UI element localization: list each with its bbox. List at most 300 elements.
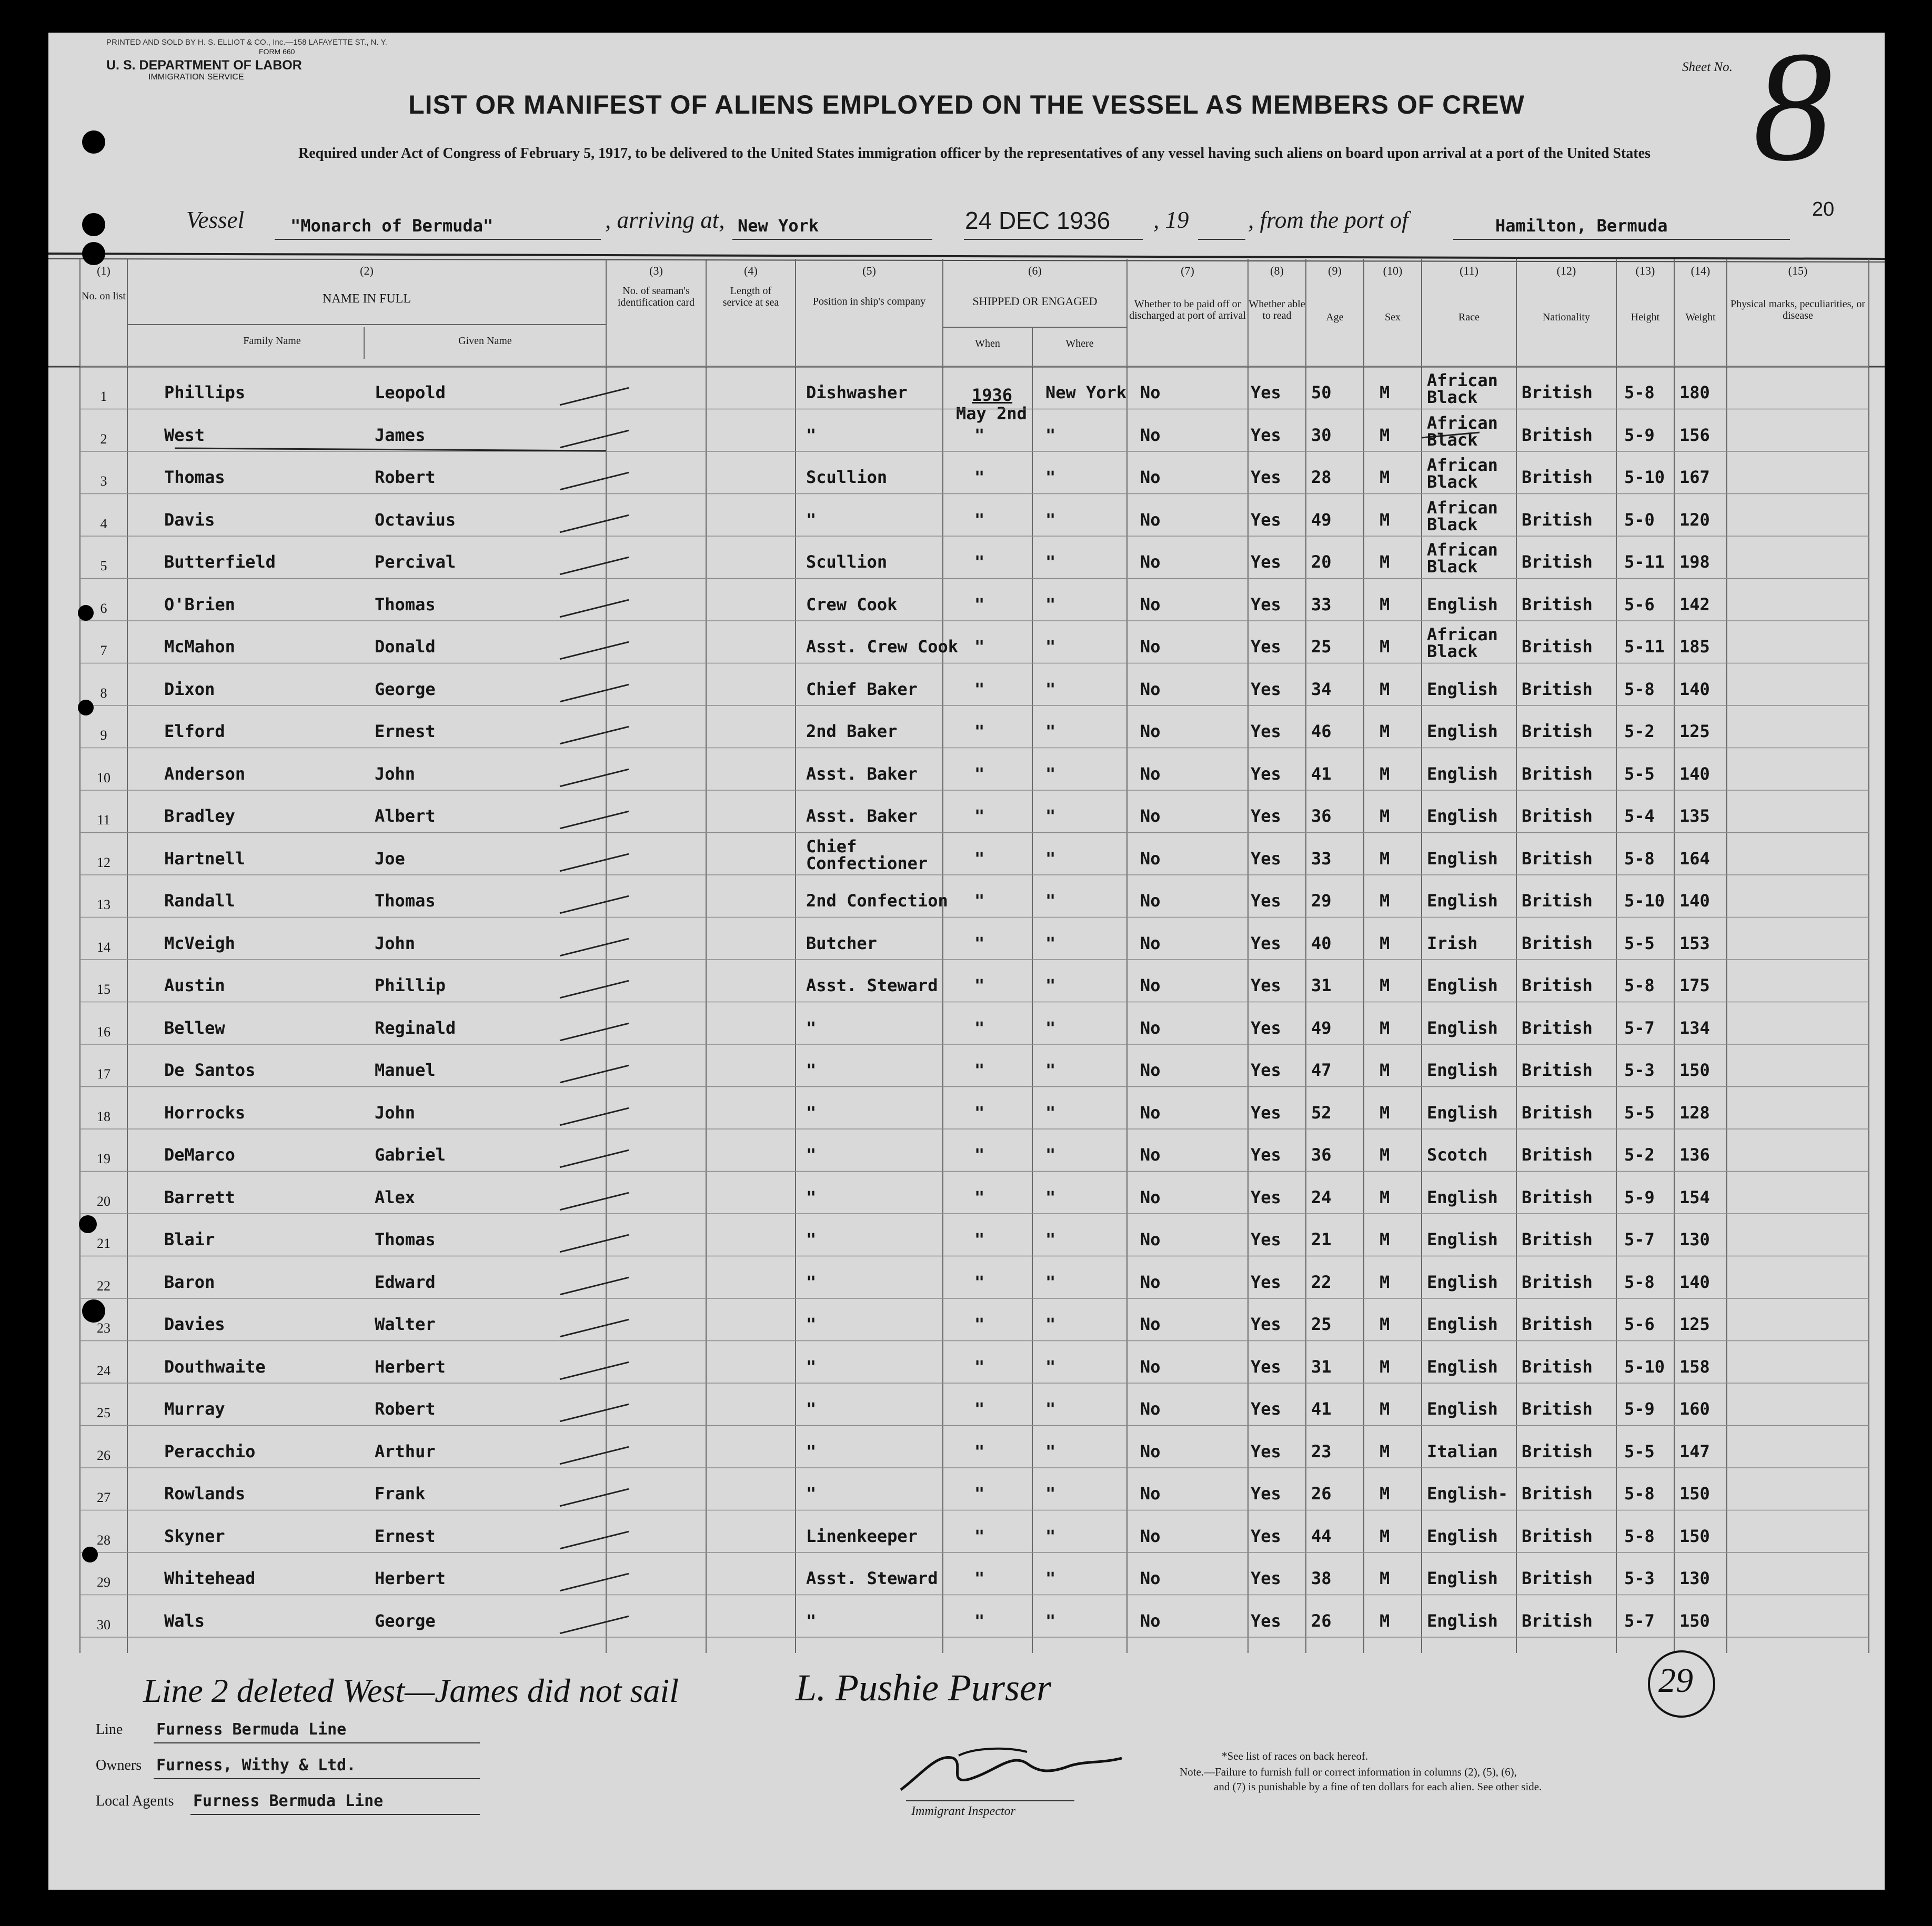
- row-18-read: Yes: [1251, 1102, 1281, 1123]
- id-card-check-mark: [560, 980, 629, 999]
- row-19-when: ": [974, 1145, 985, 1165]
- row-29-when: ": [974, 1568, 985, 1588]
- row-21-where: ": [1045, 1229, 1056, 1249]
- row-21-nat: British: [1522, 1229, 1593, 1249]
- id-card-check-mark: [560, 387, 629, 406]
- row-26-age: 23: [1311, 1441, 1332, 1461]
- row-17-nat: British: [1522, 1060, 1593, 1080]
- col1-label: No. on list: [82, 290, 126, 302]
- circled-count: 29: [1658, 1661, 1693, 1700]
- row-12-family: Hartnell: [164, 848, 246, 869]
- row-11-height: 5-4: [1624, 806, 1655, 826]
- row-4-where: ": [1045, 509, 1056, 530]
- row-18-race: English: [1427, 1102, 1498, 1123]
- row-19-given: Gabriel: [375, 1145, 446, 1165]
- row-24-where: ": [1045, 1356, 1056, 1377]
- row-29-weight: 130: [1679, 1568, 1710, 1588]
- row-28-paid: No: [1140, 1526, 1161, 1546]
- row-7-race: African Black: [1427, 624, 1498, 661]
- row-27-age: 26: [1311, 1484, 1332, 1504]
- col7-label: Whether to be paid off or discharged at port of arrival: [1129, 298, 1246, 321]
- id-card-check-mark: [560, 726, 629, 745]
- id-card-check-mark: [560, 1192, 629, 1211]
- row-7-no: 7: [100, 643, 107, 658]
- row-7-family: McMahon: [164, 637, 235, 657]
- row-18-nat: British: [1522, 1102, 1593, 1123]
- col6-where: Where: [1065, 338, 1094, 349]
- row-23-race: English: [1427, 1314, 1498, 1334]
- row-9-weight: 125: [1679, 721, 1710, 741]
- row-12-weight: 164: [1679, 848, 1710, 869]
- row-15-race: English: [1427, 975, 1498, 995]
- row-15-when: ": [974, 975, 985, 995]
- row-23-weight: 125: [1679, 1314, 1710, 1334]
- row-17-position: ": [806, 1060, 817, 1080]
- row-28-when: ": [974, 1526, 985, 1546]
- row-22-weight: 140: [1679, 1272, 1710, 1292]
- id-card-check-mark: [560, 1530, 629, 1549]
- row-19-weight: 136: [1679, 1145, 1710, 1165]
- row-7-position: Asst. Crew Cook: [806, 637, 958, 657]
- agents-underline: [190, 1814, 480, 1815]
- row-26-sex: M: [1380, 1441, 1390, 1461]
- row-27-position: ": [806, 1484, 817, 1504]
- row-23-position: ": [806, 1314, 817, 1334]
- row-24-when: ": [974, 1356, 985, 1377]
- page-title: LIST OR MANIFEST OF ALIENS EMPLOYED ON THE VESSEL AS MEMBERS OF CREW: [408, 90, 1525, 119]
- row-3-paid: No: [1140, 467, 1161, 487]
- row-6-race: English: [1427, 594, 1498, 614]
- shipped-year: 1936: [972, 385, 1013, 405]
- row-20-when: ": [974, 1187, 985, 1207]
- col10-num: (10): [1383, 264, 1403, 277]
- row-1-read: Yes: [1251, 382, 1281, 402]
- row-1-given: Leopold: [375, 382, 446, 402]
- row-21-no: 21: [97, 1236, 110, 1251]
- row-24-family: Douthwaite: [164, 1356, 266, 1377]
- row-20-no: 20: [97, 1193, 110, 1209]
- row-5-sex: M: [1380, 552, 1390, 572]
- row-16-position: ": [806, 1017, 817, 1038]
- vessel-label: Vessel: [186, 207, 244, 233]
- row-1-position: Dishwasher: [806, 382, 908, 402]
- row-24-paid: No: [1140, 1356, 1161, 1377]
- row-4-nat: British: [1522, 509, 1593, 530]
- row-21-sex: M: [1380, 1229, 1390, 1249]
- row-18-no: 18: [97, 1108, 110, 1124]
- from-port: Hamilton, Bermuda: [1495, 216, 1668, 236]
- id-card-check-mark: [560, 1446, 629, 1465]
- row-29-given: Herbert: [375, 1568, 446, 1588]
- id-card-check-mark: [560, 1615, 629, 1634]
- row-9-no: 9: [100, 728, 107, 743]
- row-21-when: ": [974, 1229, 985, 1249]
- row-23-read: Yes: [1251, 1314, 1281, 1334]
- penalty-note-line1: Note.—Failure to furnish full or correct information in columns (2), (5), (6),: [1180, 1766, 1517, 1778]
- row-14-given: John: [375, 933, 416, 953]
- row-24-nat: British: [1522, 1356, 1593, 1377]
- row-24-height: 5-10: [1624, 1356, 1665, 1377]
- row-12-given: Joe: [375, 848, 405, 869]
- row-22-race: English: [1427, 1272, 1498, 1292]
- id-card-check-mark: [560, 811, 629, 830]
- row-5-race: African Black: [1427, 540, 1498, 577]
- row-15-age: 31: [1311, 975, 1332, 995]
- row-21-paid: No: [1140, 1229, 1161, 1249]
- row-9-when: ": [974, 721, 985, 741]
- row-6-age: 33: [1311, 594, 1332, 614]
- row-28-height: 5-8: [1624, 1526, 1655, 1546]
- row-9-race: English: [1427, 721, 1498, 741]
- row-17-given: Manuel: [375, 1060, 436, 1080]
- row-5-age: 20: [1311, 552, 1332, 572]
- row-7-paid: No: [1140, 637, 1161, 657]
- row-13-where: ": [1045, 891, 1056, 911]
- row-19-position: ": [806, 1145, 817, 1165]
- row-27-no: 27: [97, 1490, 110, 1505]
- row-8-nat: British: [1522, 679, 1593, 699]
- row-11-weight: 135: [1679, 806, 1710, 826]
- id-card-check-mark: [560, 895, 629, 914]
- row-4-no: 4: [100, 516, 107, 531]
- row-26-weight: 147: [1679, 1441, 1710, 1461]
- row-14-weight: 153: [1679, 933, 1710, 953]
- row-22-where: ": [1045, 1272, 1056, 1292]
- row-29-where: ": [1045, 1568, 1056, 1588]
- row-3-sex: M: [1380, 467, 1390, 487]
- shipped-date: May 2nd: [956, 404, 1027, 423]
- row-22-family: Baron: [164, 1272, 215, 1292]
- row-4-when: ": [974, 509, 985, 530]
- row-27-given: Frank: [375, 1484, 426, 1504]
- id-card-check-mark: [560, 1361, 629, 1380]
- row-14-family: McVeigh: [164, 933, 235, 953]
- row-4-weight: 120: [1679, 509, 1710, 530]
- row-16-nat: British: [1522, 1017, 1593, 1038]
- row-27-height: 5-8: [1624, 1484, 1655, 1504]
- id-card-check-mark: [560, 1065, 629, 1084]
- id-card-check-mark: [560, 1319, 629, 1338]
- row-8-where: ": [1045, 679, 1056, 699]
- row-23-height: 5-6: [1624, 1314, 1655, 1334]
- row-29-nat: British: [1522, 1568, 1593, 1588]
- row-25-when: ": [974, 1399, 985, 1419]
- row-27-sex: M: [1380, 1484, 1390, 1504]
- id-card-check-mark: [560, 1022, 629, 1041]
- id-card-check-mark: [560, 768, 629, 787]
- col8-label: Whether able to read: [1249, 298, 1305, 321]
- owners-underline: [154, 1778, 480, 1779]
- row-25-weight: 160: [1679, 1399, 1710, 1419]
- row-7-where: ": [1045, 637, 1056, 657]
- row-18-where: ": [1045, 1102, 1056, 1123]
- row-14-sex: M: [1380, 933, 1390, 953]
- row-12-position: Chief Confectioner: [806, 836, 928, 873]
- row-30-given: George: [375, 1610, 436, 1631]
- row-8-paid: No: [1140, 679, 1161, 699]
- col13-num: (13): [1635, 264, 1655, 277]
- row-23-no: 23: [97, 1320, 110, 1336]
- line-label: Line: [96, 1721, 123, 1738]
- row-19-age: 36: [1311, 1145, 1332, 1165]
- row-22-paid: No: [1140, 1272, 1161, 1292]
- row-2-paid: No: [1140, 425, 1161, 445]
- row-26-position: ": [806, 1441, 817, 1461]
- from-label: , from the port of: [1248, 207, 1408, 233]
- row-12-race: English: [1427, 848, 1498, 869]
- row-22-given: Edward: [375, 1272, 436, 1292]
- row-1-height: 5-8: [1624, 382, 1655, 402]
- row-13-position: 2nd Confection: [806, 891, 948, 911]
- row-18-sex: M: [1380, 1102, 1390, 1123]
- row-23-age: 25: [1311, 1314, 1332, 1334]
- row-2-when: ": [974, 425, 985, 445]
- row-7-sex: M: [1380, 637, 1390, 657]
- row-14-when: ": [974, 933, 985, 953]
- races-note: *See list of races on back hereof.: [1222, 1750, 1368, 1762]
- row-13-read: Yes: [1251, 891, 1281, 911]
- row-13-age: 29: [1311, 891, 1332, 911]
- row-7-when: ": [974, 637, 985, 657]
- id-card-check-mark: [560, 472, 629, 491]
- col5-num: (5): [862, 264, 876, 277]
- row-8-when: ": [974, 679, 985, 699]
- id-card-check-mark: [560, 557, 629, 576]
- row-16-sex: M: [1380, 1017, 1390, 1038]
- page-number: 20: [1812, 198, 1835, 220]
- row-29-age: 38: [1311, 1568, 1332, 1588]
- row-4-family: Davis: [164, 509, 215, 530]
- crew-rows: [48, 33, 1885, 1890]
- row-5-when: ": [974, 552, 985, 572]
- row-25-where: ": [1045, 1399, 1056, 1419]
- row-2-race: African Black: [1427, 412, 1498, 450]
- row-9-where: ": [1045, 721, 1056, 741]
- row-20-height: 5-9: [1624, 1187, 1655, 1207]
- row-4-position: ": [806, 509, 817, 530]
- row-2-sex: M: [1380, 425, 1390, 445]
- row-28-family: Skyner: [164, 1526, 225, 1546]
- row-19-nat: British: [1522, 1145, 1593, 1165]
- row-24-age: 31: [1311, 1356, 1332, 1377]
- col10-label: Sex: [1385, 311, 1401, 323]
- row-3-nat: British: [1522, 467, 1593, 487]
- row-8-height: 5-8: [1624, 679, 1655, 699]
- row-21-family: Blair: [164, 1229, 215, 1249]
- row-6-no: 6: [100, 600, 107, 616]
- row-24-no: 24: [97, 1363, 110, 1378]
- row-5-height: 5-11: [1624, 552, 1665, 572]
- row-19-read: Yes: [1251, 1145, 1281, 1165]
- row-14-race: Irish: [1427, 933, 1478, 953]
- row-14-age: 40: [1311, 933, 1332, 953]
- col6-num: (6): [1028, 264, 1042, 277]
- punch-hole: [79, 1215, 97, 1233]
- row-5-where: ": [1045, 552, 1056, 572]
- col15-label: Physical marks, peculiarities, or disease: [1730, 298, 1866, 321]
- row-8-age: 34: [1311, 679, 1332, 699]
- row-12-age: 33: [1311, 848, 1332, 869]
- row-5-no: 5: [100, 558, 107, 573]
- row-8-position: Chief Baker: [806, 679, 918, 699]
- row-16-given: Reginald: [375, 1017, 456, 1038]
- row-19-height: 5-2: [1624, 1145, 1655, 1165]
- col9-num: (9): [1328, 264, 1342, 277]
- row-10-weight: 140: [1679, 763, 1710, 784]
- row-10-no: 10: [97, 770, 110, 785]
- row-3-when: ": [974, 467, 985, 487]
- row-10-paid: No: [1140, 763, 1161, 784]
- row-10-given: John: [375, 763, 416, 784]
- row-19-sex: M: [1380, 1145, 1390, 1165]
- row-6-when: ": [974, 594, 985, 614]
- punch-hole: [82, 242, 105, 265]
- row-15-height: 5-8: [1624, 975, 1655, 995]
- row-30-sex: M: [1380, 1610, 1390, 1631]
- row-13-sex: M: [1380, 891, 1390, 911]
- arriving-port: New York: [738, 216, 819, 236]
- row-17-where: ": [1045, 1060, 1056, 1080]
- row-26-when: ": [974, 1441, 985, 1461]
- row-28-race: English: [1427, 1526, 1498, 1546]
- row-20-read: Yes: [1251, 1187, 1281, 1207]
- row-25-nat: British: [1522, 1399, 1593, 1419]
- row-6-position: Crew Cook: [806, 594, 898, 614]
- row-30-where: ": [1045, 1610, 1056, 1631]
- row-23-given: Walter: [375, 1314, 436, 1334]
- row-28-nat: British: [1522, 1526, 1593, 1546]
- row-9-given: Ernest: [375, 721, 436, 741]
- id-card-check-mark: [560, 1234, 629, 1253]
- punch-hole: [78, 605, 94, 621]
- row-8-sex: M: [1380, 679, 1390, 699]
- id-card-check-mark: [560, 1404, 629, 1423]
- row-11-age: 36: [1311, 806, 1332, 826]
- row-3-age: 28: [1311, 467, 1332, 487]
- row-25-race: English: [1427, 1399, 1498, 1419]
- agents-value: Furness Bermuda Line: [193, 1792, 384, 1810]
- row-7-age: 25: [1311, 637, 1332, 657]
- row-9-read: Yes: [1251, 721, 1281, 741]
- col14-num: (14): [1690, 264, 1710, 277]
- id-card-check-mark: [560, 1149, 629, 1168]
- row-14-height: 5-5: [1624, 933, 1655, 953]
- row-20-race: English: [1427, 1187, 1498, 1207]
- row-16-when: ": [974, 1017, 985, 1038]
- row-18-weight: 128: [1679, 1102, 1710, 1123]
- row-5-weight: 198: [1679, 552, 1710, 572]
- col3-num: (3): [649, 264, 663, 277]
- row-7-read: Yes: [1251, 637, 1281, 657]
- row-11-nat: British: [1522, 806, 1593, 826]
- row-27-when: ": [974, 1484, 985, 1504]
- row-19-where: ": [1045, 1145, 1056, 1165]
- col13-label: Height: [1631, 311, 1660, 323]
- col1-num: (1): [97, 264, 110, 277]
- row-3-given: Robert: [375, 467, 436, 487]
- col7-num: (7): [1181, 264, 1194, 277]
- row-2-read: Yes: [1251, 425, 1281, 445]
- row-4-age: 49: [1311, 509, 1332, 530]
- id-card-check-mark: [560, 429, 629, 448]
- row-10-age: 41: [1311, 763, 1332, 784]
- row-15-read: Yes: [1251, 975, 1281, 995]
- row-29-paid: No: [1140, 1568, 1161, 1588]
- row-8-family: Dixon: [164, 679, 215, 699]
- row-1-race: African Black: [1427, 370, 1498, 407]
- row-3-position: Scullion: [806, 467, 888, 487]
- row-23-paid: No: [1140, 1314, 1161, 1334]
- row-29-race: English: [1427, 1568, 1498, 1588]
- row-8-read: Yes: [1251, 679, 1281, 699]
- row-8-no: 8: [100, 685, 107, 701]
- row-30-when: ": [974, 1610, 985, 1631]
- row-15-nat: British: [1522, 975, 1593, 995]
- row-19-paid: No: [1140, 1145, 1161, 1165]
- row-16-no: 16: [97, 1024, 110, 1040]
- row-9-position: 2nd Baker: [806, 721, 898, 741]
- row-17-race: English: [1427, 1060, 1498, 1080]
- row-27-read: Yes: [1251, 1484, 1281, 1504]
- row-14-nat: British: [1522, 933, 1593, 953]
- id-card-check-mark: [560, 853, 629, 872]
- row-2-given: James: [375, 425, 426, 445]
- row-6-given: Thomas: [375, 594, 436, 614]
- row-1-where: New York: [1045, 382, 1127, 402]
- row-11-paid: No: [1140, 806, 1161, 826]
- punch-hole: [82, 130, 105, 154]
- row-15-sex: M: [1380, 975, 1390, 995]
- row-12-sex: M: [1380, 848, 1390, 869]
- row-15-no: 15: [97, 982, 110, 997]
- row-10-sex: M: [1380, 763, 1390, 784]
- row-9-height: 5-2: [1624, 721, 1655, 741]
- year-label: , 19: [1153, 207, 1189, 233]
- inspector-label: Immigrant Inspector: [911, 1804, 1015, 1818]
- row-6-where: ": [1045, 594, 1056, 614]
- col3-label: No. of seaman's identification card: [617, 285, 695, 308]
- col8-num: (8): [1270, 264, 1284, 277]
- row-16-height: 5-7: [1624, 1017, 1655, 1038]
- row-1-weight: 180: [1679, 382, 1710, 402]
- row-15-weight: 175: [1679, 975, 1710, 995]
- row-2-no: 2: [100, 431, 107, 447]
- row-24-race: English: [1427, 1356, 1498, 1377]
- form-number: FORM 660: [259, 47, 295, 56]
- row-25-paid: No: [1140, 1399, 1161, 1419]
- row-13-paid: No: [1140, 891, 1161, 911]
- row-13-race: English: [1427, 891, 1498, 911]
- row-11-when: ": [974, 806, 985, 826]
- row-29-sex: M: [1380, 1568, 1390, 1588]
- row-13-height: 5-10: [1624, 891, 1665, 911]
- row-27-race: English-: [1427, 1484, 1508, 1504]
- row-13-no: 13: [97, 897, 110, 912]
- row-11-position: Asst. Baker: [806, 806, 918, 826]
- row-28-no: 28: [97, 1532, 110, 1548]
- row-6-read: Yes: [1251, 594, 1281, 614]
- row-13-family: Randall: [164, 891, 235, 911]
- row-12-read: Yes: [1251, 848, 1281, 869]
- row-20-nat: British: [1522, 1187, 1593, 1207]
- row-30-position: ": [806, 1610, 817, 1631]
- row-12-when: ": [974, 848, 985, 869]
- row-4-given: Octavius: [375, 509, 456, 530]
- row-18-age: 52: [1311, 1102, 1332, 1123]
- row-20-family: Barrett: [164, 1187, 235, 1207]
- row-8-race: English: [1427, 679, 1498, 699]
- row-30-no: 30: [97, 1617, 110, 1632]
